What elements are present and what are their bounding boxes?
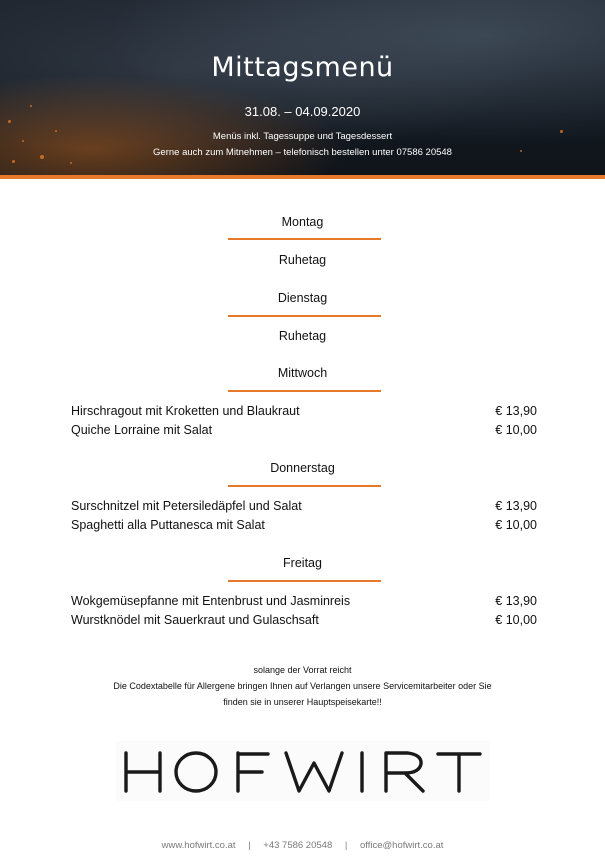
day-heading-dienstag: Dienstag	[277, 291, 328, 305]
dish-price: € 10,00	[495, 518, 537, 532]
closed-note-dienstag: Ruhetag	[278, 329, 327, 343]
dish-price: € 10,00	[495, 423, 537, 437]
website-link[interactable]: www.hofwirt.co.at	[161, 840, 236, 851]
dish-name: Surschnitzel mit Petersiledäpfel und Salat	[71, 499, 302, 513]
header-accent-rule	[0, 175, 605, 179]
day-rule	[228, 485, 381, 487]
decor-speck	[70, 162, 72, 164]
dish-name: Spaghetti alla Puttanesca mit Salat	[71, 518, 265, 532]
day-heading-freitag: Freitag	[283, 556, 322, 570]
day-rule	[228, 390, 381, 392]
allergen-note: Die Codextabelle für Allergene bringen Ihnen auf Verlangen unsere Servicemitarbeiter oder Sie	[113, 681, 492, 691]
day-rule	[228, 238, 381, 240]
availability-note: solange der Vorrat reicht	[253, 665, 352, 675]
info-line-takeaway: Gerne auch zum Mitnehmen – telefonisch bestellen unter 07586 20548	[153, 147, 452, 158]
decor-speck	[8, 120, 11, 123]
footer-separator: |	[248, 840, 251, 851]
logo-wordmark	[116, 741, 490, 801]
page-title: Mittagsmenü	[211, 52, 394, 83]
dish-name: Hirschragout mit Kroketten und Blaukraut	[71, 404, 300, 418]
allergen-note-cont: finden sie in unserer Hauptspeisekarte!!	[223, 697, 382, 707]
dish-name: Wurstknödel mit Sauerkraut und Gulaschsaft	[71, 613, 319, 627]
day-heading-mittwoch: Mittwoch	[277, 366, 328, 380]
header-banner	[0, 0, 605, 175]
dish-price: € 13,90	[495, 594, 537, 608]
info-line-inclusions: Menüs inkl. Tagessuppe und Tagesdessert	[212, 131, 393, 142]
dish-price: € 10,00	[495, 613, 537, 627]
dish-name: Wokgemüsepfanne mit Entenbrust und Jasminreis	[71, 594, 351, 608]
dish-price: € 13,90	[495, 404, 537, 418]
day-rule	[228, 580, 381, 582]
hofwirt-logo	[116, 741, 490, 801]
footer-separator: |	[344, 840, 348, 851]
day-rule	[228, 315, 381, 317]
day-heading-donnerstag: Donnerstag	[270, 461, 335, 475]
dish-name: Quiche Lorraine mit Salat	[71, 423, 213, 437]
dish-price: € 13,90	[495, 499, 537, 513]
email-link[interactable]: office@hofwirt.co.at	[359, 840, 444, 851]
date-range: 31.08. – 04.09.2020	[244, 104, 361, 119]
day-heading-montag: Montag	[281, 215, 324, 229]
phone-link[interactable]: +43 7586 20548	[263, 840, 333, 851]
contact-footer	[0, 840, 605, 851]
decor-speck	[12, 160, 15, 163]
closed-note-montag: Ruhetag	[278, 253, 327, 267]
